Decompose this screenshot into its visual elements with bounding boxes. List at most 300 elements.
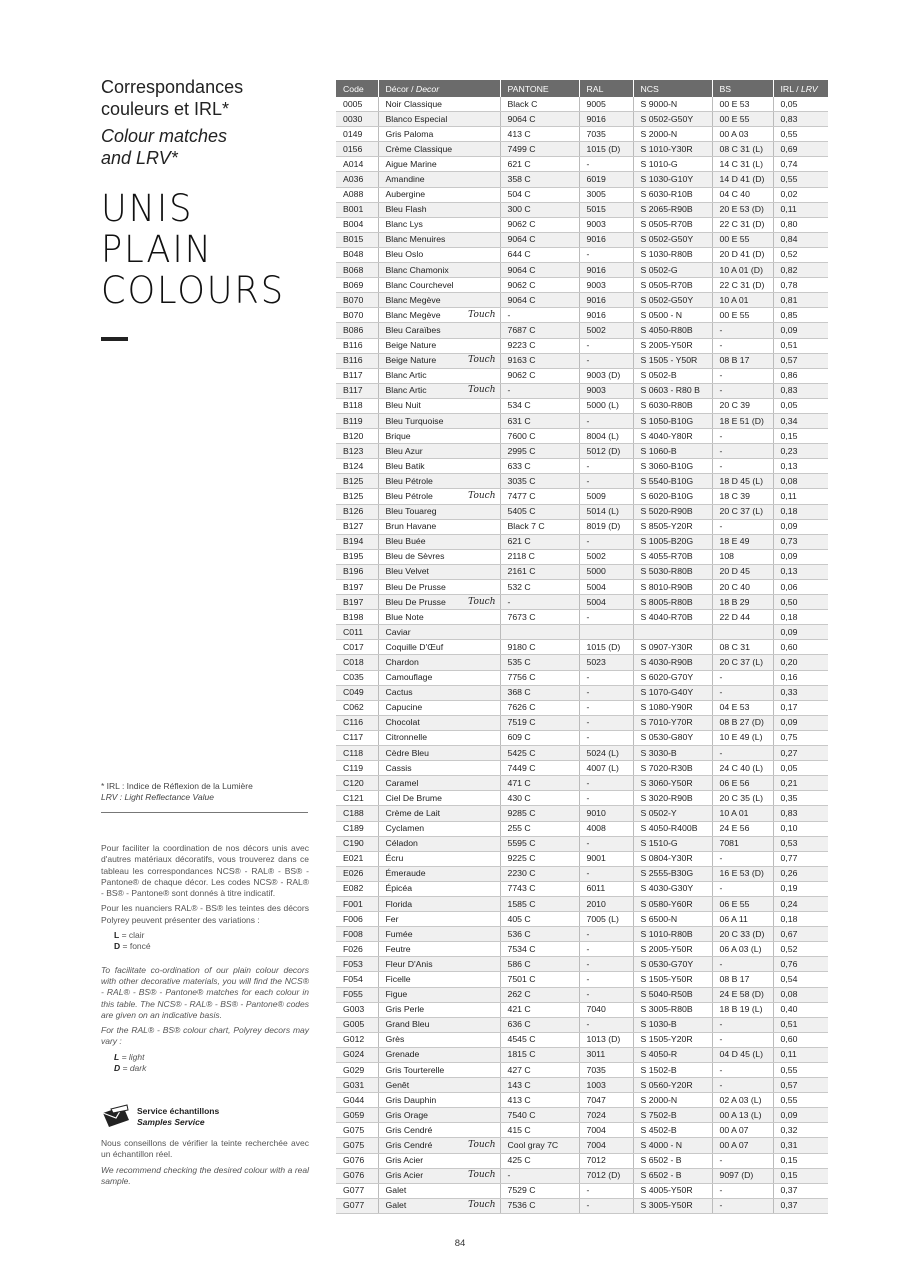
cell-code (336, 1123, 378, 1138)
cell-code (336, 398, 378, 413)
cell-pantone-text: 413 C (507, 128, 531, 139)
cell-ncs (633, 338, 712, 353)
cell-bs-text: - (719, 1185, 723, 1196)
cell-ral (579, 1198, 633, 1213)
cell-ral (579, 323, 633, 338)
cell-irl-text: 0,55 (780, 174, 798, 185)
cell-code (336, 413, 378, 428)
samples-title-en: Samples Service (137, 1117, 205, 1127)
cell-irl-text: 0,16 (780, 672, 798, 683)
table-row (336, 610, 828, 625)
cell-bs (712, 942, 773, 957)
cell-ral (579, 866, 633, 881)
cell-bs (712, 308, 773, 323)
cell-ncs (633, 987, 712, 1002)
cell-irl (773, 866, 828, 881)
cell-ncs (633, 881, 712, 896)
cell-bs (712, 157, 773, 172)
cell-ncs-text: S 4050-R (640, 1049, 678, 1060)
cell-ncs-text: S 4040-R70B (640, 611, 693, 622)
cell-ral-text: 9001 (586, 853, 606, 864)
cell-pantone (500, 957, 579, 972)
cell-bs (712, 1123, 773, 1138)
cell-decor-text: Crème Classique (385, 143, 453, 154)
cell-ral (579, 217, 633, 232)
cell-decor (378, 202, 500, 217)
cell-decor (378, 580, 500, 595)
cell-code (336, 293, 378, 308)
cell-ncs (633, 1032, 712, 1047)
cell-ncs (633, 610, 712, 625)
cell-decor-text: Bleu Touareg (385, 506, 437, 517)
cell-bs (712, 97, 773, 112)
cell-pantone-text: 415 C (507, 1124, 531, 1135)
cell-bs (712, 247, 773, 262)
cell-irl (773, 1078, 828, 1093)
cell-irl (773, 972, 828, 987)
cell-ral (579, 1093, 633, 1108)
cell-decor-text: Cactus (385, 687, 413, 698)
cell-irl (773, 413, 828, 428)
cell-irl-text: 0,52 (780, 943, 798, 954)
cell-pantone-text: 1815 C (507, 1049, 536, 1060)
cell-ral (579, 353, 633, 368)
header-decor (378, 80, 500, 97)
cell-decor-text: Gris Cendré (385, 1124, 433, 1135)
cell-ncs (633, 353, 712, 368)
cell-irl-text: 0,57 (780, 355, 798, 366)
header-ncs: NCS (633, 80, 712, 97)
cell-code-text: F008 (343, 928, 363, 939)
cell-ral (579, 640, 633, 655)
cell-bs (712, 580, 773, 595)
cell-ncs (633, 836, 712, 851)
cell-code (336, 927, 378, 942)
cell-ral-text: - (586, 1019, 590, 1030)
cell-pantone-text: 7449 C (507, 762, 536, 773)
cell-ncs (633, 157, 712, 172)
cell-code-text: G059 (343, 1109, 365, 1120)
cell-ral (579, 157, 633, 172)
cell-bs-text: 14 D 41 (D) (719, 174, 765, 185)
cell-bs (712, 413, 773, 428)
cell-code-text: 0149 (343, 128, 363, 139)
cell-ncs-text: S 1010-G (640, 158, 678, 169)
cell-decor (378, 278, 500, 293)
cell-ncs (633, 761, 712, 776)
cell-irl (773, 323, 828, 338)
cell-decor-text: Feutre (385, 943, 411, 954)
cell-bs (712, 1032, 773, 1047)
cell-pantone-text: 7626 C (507, 702, 536, 713)
footnote (101, 781, 309, 803)
cell-ral-text: - (586, 687, 590, 698)
cell-ncs (633, 595, 712, 610)
cell-decor (378, 368, 500, 383)
legend-en-l-val: = light (119, 1051, 145, 1062)
cell-bs-text: - (719, 687, 723, 698)
cell-irl-text: 0,34 (780, 415, 798, 426)
table-row (336, 338, 828, 353)
cell-pantone (500, 187, 579, 202)
cell-pantone (500, 776, 579, 791)
cell-ral (579, 746, 633, 761)
cell-pantone-text: - (507, 309, 511, 320)
table-row (336, 459, 828, 474)
table-row (336, 549, 828, 564)
cell-ncs-text: S 4050-R80B (640, 324, 693, 335)
cell-ral (579, 172, 633, 187)
cell-ncs-text: S 6030-R80B (640, 400, 693, 411)
cell-bs (712, 112, 773, 127)
cell-pantone-text: 9285 C (507, 807, 536, 818)
cell-ral (579, 519, 633, 534)
cell-irl-text: 0,35 (780, 792, 798, 803)
cell-code (336, 459, 378, 474)
cell-irl-text: 0,52 (780, 249, 798, 260)
cell-code-text: B069 (343, 279, 364, 290)
cell-pantone (500, 398, 579, 413)
cell-code-text: B070 (343, 294, 364, 305)
cell-irl-text: 0,83 (780, 113, 798, 124)
cell-ral-text: 4007 (L) (586, 762, 619, 773)
cell-pantone (500, 851, 579, 866)
cell-ral-text: 7012 (D) (586, 1170, 621, 1181)
cell-ral-text: 7004 (586, 1124, 606, 1135)
cell-code-text: B126 (343, 506, 364, 517)
cell-decor (378, 1153, 500, 1168)
cell-pantone-text: - (507, 596, 511, 607)
cell-code (336, 519, 378, 534)
table-row (336, 323, 828, 338)
cell-bs (712, 1047, 773, 1062)
cell-pantone (500, 564, 579, 579)
cell-code-text: B125 (343, 490, 364, 501)
cell-irl (773, 112, 828, 127)
cell-ncs-text: S 3005-R80B (640, 1004, 693, 1015)
cell-ral (579, 187, 633, 202)
cell-decor (378, 1047, 500, 1062)
cell-irl (773, 398, 828, 413)
cell-pantone-text: 609 C (507, 732, 531, 743)
cell-code (336, 610, 378, 625)
cell-ral (579, 338, 633, 353)
cell-decor (378, 1123, 500, 1138)
cell-code (336, 1063, 378, 1078)
cell-irl-text: 0,50 (780, 596, 798, 607)
cell-bs (712, 776, 773, 791)
cell-ncs (633, 821, 712, 836)
cell-bs (712, 625, 773, 640)
cell-bs-text: 20 C 40 (719, 581, 750, 592)
cell-bs-text: 24 C 40 (L) (719, 762, 763, 773)
cell-decor-text: Beige Nature (385, 340, 437, 351)
cell-pantone (500, 1047, 579, 1062)
cell-pantone-text: 5425 C (507, 747, 536, 758)
cell-bs-text: 08 C 31 (L) (719, 143, 763, 154)
cell-ncs (633, 444, 712, 459)
cell-ncs-text: S 8005-R80B (640, 596, 693, 607)
cell-irl (773, 851, 828, 866)
cell-irl-text: 0,13 (780, 566, 798, 577)
cell-code-text: 0030 (343, 113, 363, 124)
cell-decor (378, 1078, 500, 1093)
table-row (336, 172, 828, 187)
cell-decor-text: Bleu Pétrole (385, 490, 433, 501)
cell-irl-text: 0,23 (780, 445, 798, 456)
table-row (336, 368, 828, 383)
cell-ncs-text: S 1030-G10Y (640, 174, 694, 185)
cell-pantone-text: 7673 C (507, 611, 536, 622)
cell-decor (378, 957, 500, 972)
cell-ral-text: 9016 (586, 113, 606, 124)
section-heading-line2: PLAIN (101, 228, 213, 271)
cell-irl-text: 0,15 (780, 430, 798, 441)
cell-bs (712, 1063, 773, 1078)
cell-pantone (500, 459, 579, 474)
cell-decor (378, 263, 500, 278)
cell-ral (579, 142, 633, 157)
footnote-fr: * IRL : Indice de Réflexion de la Lumière (101, 781, 253, 791)
table-row (336, 142, 828, 157)
legend-en (114, 1052, 309, 1075)
cell-ral-text: - (586, 717, 590, 728)
table-row (336, 444, 828, 459)
colour-matches-table (336, 80, 828, 1214)
cell-ncs (633, 534, 712, 549)
cell-irl-text: 0,02 (780, 189, 798, 200)
cell-ncs (633, 896, 712, 911)
cell-ral-text: - (586, 838, 590, 849)
cell-ncs-text: S 1005-B20G (640, 536, 694, 547)
cell-decor-text: Coquille D'Œuf (385, 641, 444, 652)
cell-code-text: B195 (343, 551, 364, 562)
cell-decor (378, 338, 500, 353)
cell-bs (712, 564, 773, 579)
cell-ncs-text: S 7020-R30B (640, 762, 693, 773)
cell-ral-text: 8004 (L) (586, 430, 619, 441)
cell-pantone-text: 7477 C (507, 490, 536, 501)
cell-bs-text: - (719, 1200, 723, 1211)
cell-bs (712, 368, 773, 383)
cell-ral-text: - (586, 1185, 590, 1196)
cell-irl (773, 1047, 828, 1062)
cell-code-text: B015 (343, 234, 364, 245)
cell-ral-text: 1003 (586, 1079, 606, 1090)
cell-ral-text: 9003 (D) (586, 370, 621, 381)
cell-ral (579, 610, 633, 625)
cell-bs-text: 06 E 56 (719, 777, 750, 788)
cell-bs-text: 22 D 44 (719, 611, 750, 622)
cell-irl-text: 0,26 (780, 868, 798, 879)
cell-irl (773, 806, 828, 821)
cell-pantone-text: 534 C (507, 400, 531, 411)
cell-ncs-text: S 0502-Y (640, 807, 677, 818)
cell-code (336, 1108, 378, 1123)
cell-pantone-text: - (507, 385, 511, 396)
cell-ral (579, 1168, 633, 1183)
cell-irl (773, 549, 828, 564)
cell-ncs (633, 398, 712, 413)
cell-pantone-text: 7600 C (507, 430, 536, 441)
cell-bs-text: 00 E 55 (719, 309, 750, 320)
cell-ncs (633, 851, 712, 866)
cell-ncs (633, 715, 712, 730)
cell-ral-text: 9016 (586, 294, 606, 305)
cell-pantone (500, 655, 579, 670)
header-bs: BS (712, 80, 773, 97)
cell-bs (712, 398, 773, 413)
header-decor-fr: Décor / (385, 83, 416, 94)
cell-ncs (633, 730, 712, 745)
cell-pantone-text: 7536 C (507, 1200, 536, 1211)
envelope-samples-icon (101, 1104, 131, 1128)
cell-ncs-text: S 0560-Y20R (640, 1079, 693, 1090)
cell-decor-text: Bleu Flash (385, 204, 427, 215)
cell-code-text: C117 (343, 732, 364, 743)
cell-pantone-text: 1585 C (507, 898, 536, 909)
cell-pantone (500, 625, 579, 640)
cell-decor-text: Bleu de Sèvres (385, 551, 445, 562)
touch-label: Touch (468, 309, 496, 320)
cell-decor (378, 685, 500, 700)
cell-irl (773, 836, 828, 851)
cell-bs-text: 06 A 03 (L) (719, 943, 762, 954)
cell-irl (773, 761, 828, 776)
cell-decor-text: Bleu De Prusse (385, 581, 446, 592)
cell-decor-text: Gris Tourterelle (385, 1064, 445, 1075)
cell-code-text: B197 (343, 596, 364, 607)
cell-decor-text: Cyclamen (385, 823, 425, 834)
cell-ncs-text: S 1502-B (640, 1064, 677, 1075)
cell-ncs (633, 278, 712, 293)
cell-decor-text: Blanc Courchevel (385, 279, 454, 290)
cell-ncs-text: S 0603 - R80 B (640, 385, 700, 396)
cell-irl-text: 0,81 (780, 294, 798, 305)
cell-irl-text: 0,84 (780, 234, 798, 245)
cell-irl (773, 1017, 828, 1032)
cell-ncs-text: S 4000 - N (640, 1140, 683, 1151)
cell-bs-text: 18 B 19 (L) (719, 1004, 763, 1015)
cell-pantone (500, 896, 579, 911)
cell-bs (712, 670, 773, 685)
cell-pantone (500, 217, 579, 232)
cell-irl (773, 263, 828, 278)
cell-decor (378, 323, 500, 338)
table-row (336, 957, 828, 972)
cell-bs (712, 866, 773, 881)
cell-pantone (500, 987, 579, 1002)
cell-ncs (633, 1063, 712, 1078)
cell-ral (579, 700, 633, 715)
cell-ral (579, 383, 633, 398)
cell-code (336, 912, 378, 927)
cell-bs-text: 22 C 31 (D) (719, 279, 765, 290)
cell-pantone (500, 610, 579, 625)
cell-pantone (500, 640, 579, 655)
cell-ncs-text: S 1010-R80B (640, 928, 693, 939)
cell-ral (579, 1063, 633, 1078)
info-text (101, 843, 309, 1086)
cell-code-text: F054 (343, 973, 363, 984)
table-row (336, 927, 828, 942)
cell-code-text: G044 (343, 1094, 365, 1105)
cell-bs (712, 685, 773, 700)
cell-code-text: B125 (343, 475, 364, 486)
cell-ncs-text: S 9000-N (640, 98, 678, 109)
cell-code (336, 1198, 378, 1213)
cell-code (336, 353, 378, 368)
cell-irl-text: 0,09 (780, 717, 798, 728)
cell-decor-text: Blanc Megève (385, 309, 441, 320)
cell-bs-text: 06 E 55 (719, 898, 750, 909)
cell-code (336, 278, 378, 293)
cell-decor-text: Céladon (385, 838, 418, 849)
cell-ncs (633, 1093, 712, 1108)
cell-ral (579, 1183, 633, 1198)
cell-code (336, 323, 378, 338)
cell-ncs (633, 942, 712, 957)
cell-bs-text: - (719, 1034, 723, 1045)
cell-irl (773, 685, 828, 700)
table-row (336, 474, 828, 489)
cell-pantone-text: 9064 C (507, 234, 536, 245)
cell-ncs-text: S 0505-R70B (640, 219, 693, 230)
cell-decor (378, 927, 500, 942)
table-row (336, 187, 828, 202)
legend-fr-l-val: = clair (119, 930, 145, 941)
cell-irl (773, 383, 828, 398)
cell-pantone-text: 2230 C (507, 868, 536, 879)
cell-ral-text: - (586, 672, 590, 683)
cell-decor (378, 1168, 500, 1183)
cell-pantone-text: 7499 C (507, 143, 536, 154)
page-title-en (101, 125, 321, 169)
table-row (336, 1183, 828, 1198)
touch-label: Touch (468, 385, 496, 396)
cell-pantone (500, 157, 579, 172)
cell-code-text: G076 (343, 1155, 365, 1166)
cell-ncs (633, 1078, 712, 1093)
cell-bs (712, 1138, 773, 1153)
cell-bs-text: 10 E 49 (L) (719, 732, 763, 743)
samples-text-en: We recommend checking the desired colour with a real sample. (101, 1164, 309, 1186)
cell-irl (773, 791, 828, 806)
cell-bs (712, 1108, 773, 1123)
cell-code-text: C116 (343, 717, 364, 728)
table-row (336, 217, 828, 232)
cell-pantone (500, 700, 579, 715)
cell-code (336, 489, 378, 504)
cell-decor-text: Grenade (385, 1049, 420, 1060)
cell-code-text: A088 (343, 189, 364, 200)
cell-decor (378, 172, 500, 187)
cell-pantone (500, 715, 579, 730)
cell-ncs-text: S 4030-G30Y (640, 883, 694, 894)
cell-irl-text: 0,74 (780, 158, 798, 169)
cell-code-text: B118 (343, 400, 363, 411)
cell-code-text: B198 (343, 611, 364, 622)
cell-pantone (500, 97, 579, 112)
cell-ral (579, 715, 633, 730)
cell-ncs (633, 383, 712, 398)
cell-code-text: B123 (343, 445, 364, 456)
cell-ral-text: - (586, 460, 590, 471)
cell-code (336, 338, 378, 353)
cell-ral-text: 5000 (586, 566, 606, 577)
cell-pantone (500, 1138, 579, 1153)
cell-code-text: C119 (343, 762, 364, 773)
